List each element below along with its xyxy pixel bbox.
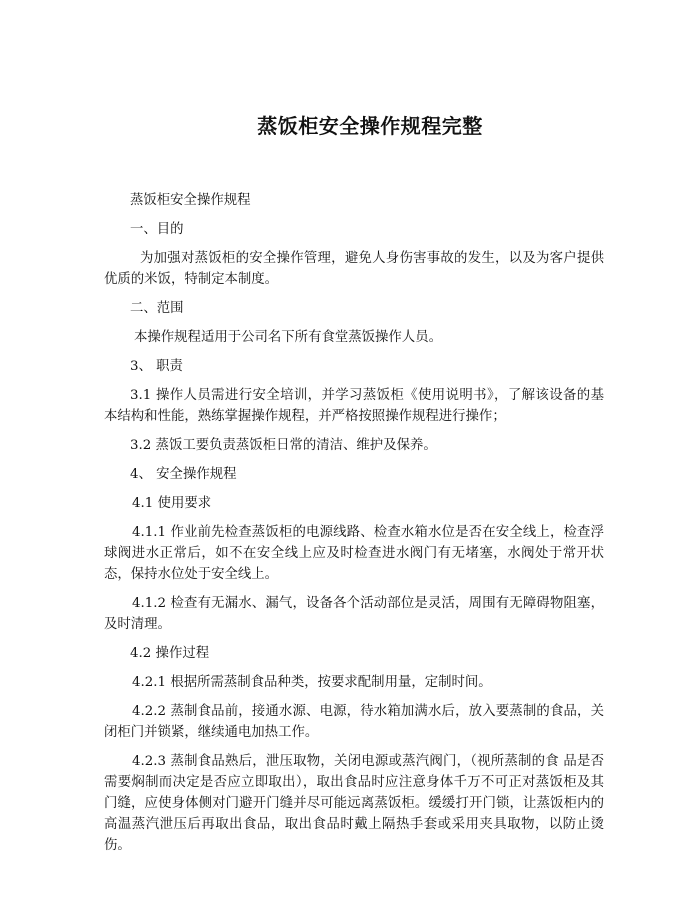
duty-3-1-paragraph: 3.1 操作人员需进行安全培训，并学习蒸饭柜《使用说明书》，了解该设备的基本结构和性能，熟练掌握操作规程，并严格按照操作规程进行操作； bbox=[104, 388, 604, 424]
process-4-2-2-paragraph: 4.2.2 蒸制食品前，接通水源、电源，待水箱加满水后，放入要蒸制的食品，关闭柜门并锁紧，继续通电加热工作。 bbox=[104, 704, 604, 740]
scope-paragraph: 本操作规程适用于公司名下所有食堂蒸饭操作人员。 bbox=[134, 330, 442, 345]
duty-3-2-paragraph: 3.2 蒸饭工要负责蒸饭柜日常的清洁、维护及保养。 bbox=[130, 438, 437, 453]
process-heading: 4.2 操作过程 bbox=[130, 646, 210, 661]
scope-heading: 二、范围 bbox=[130, 301, 184, 316]
usage-4-1-2-paragraph: 4.1.2 检查有无漏水、漏气，设备各个活动部位是灵活，周围有无障碍物阻塞，及时清理。 bbox=[104, 596, 604, 632]
process-4-2-3-paragraph: 4.2.3 蒸制食品熟后，泄压取物，关闭电源或蒸汽阀门，（视所蒸制的食 品是否需要焖制而决定是否应立即取出），取出食品时应注意身体千万不可正对蒸饭柜及其门缝，应使身体侧对门避开门缝并尽可能远离蒸饭柜。缓缓打开门锁，让蒸饭柜内的高温蒸汽泄压后再取出食品，取出食品时戴上隔热手套或采用夹具取物，以防止烫伤。 bbox=[104, 754, 604, 853]
process-4-2-1-paragraph: 4.2.1 根据所需蒸制食品种类，按要求配制用量，定制时间。 bbox=[132, 675, 492, 690]
usage-heading: 4.1 使用要求 bbox=[132, 496, 212, 511]
page-title: 蒸饭柜安全操作规程完整 bbox=[257, 114, 483, 138]
purpose-paragraph: 为加强对蒸饭柜的安全操作管理，避免人身伤害事故的发生，以及为客户提供优质的米饭，特制定本制度。 bbox=[104, 251, 604, 287]
document-subtitle: 蒸饭柜安全操作规程 bbox=[130, 193, 251, 208]
usage-4-1-1-paragraph: 4.1.1 作业前先检查蒸饭柜的电源线路、检查水箱水位是否在安全线上，检查浮球阀进水正常后，如不在安全线上应及时检查进水阀门有无堵塞，水阀处于常开状态，保持水位处于安全线上。 bbox=[104, 525, 604, 582]
rules-heading: 4、 安全操作规程 bbox=[130, 467, 237, 482]
purpose-heading: 一、目的 bbox=[130, 222, 184, 237]
duty-heading: 3、 职责 bbox=[130, 359, 183, 374]
document-body bbox=[104, 190, 604, 856]
